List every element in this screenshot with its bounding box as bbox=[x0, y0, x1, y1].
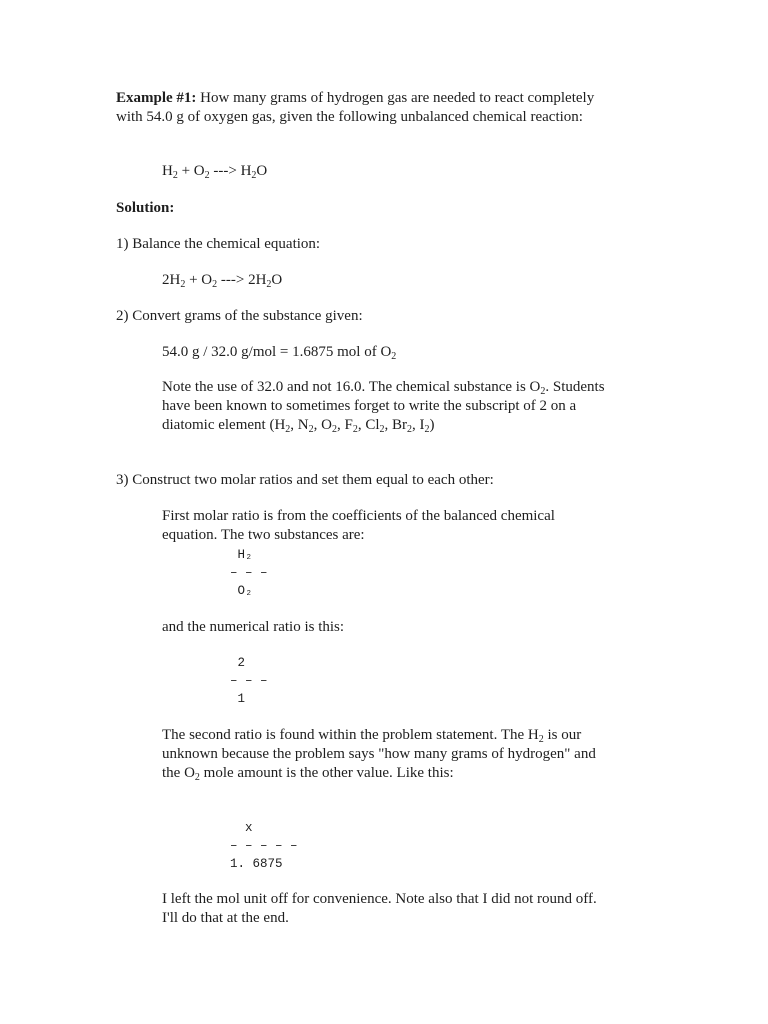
ratio-h2-o2 bbox=[230, 546, 310, 600]
ratio-bar: – – – bbox=[230, 674, 268, 688]
step-2-text: 2) Convert grams of the substance given: bbox=[116, 308, 363, 324]
ratio-bar: – – – bbox=[230, 566, 268, 580]
ratio-top: x bbox=[230, 821, 253, 835]
step-1-text: 1) Balance the chemical equation: bbox=[116, 236, 321, 252]
ratio-bar: – – – – – bbox=[230, 839, 298, 853]
balanced-equation: $2H_2 + O_2$ ---> $2H_2O$ bbox=[162, 272, 283, 290]
conversion-calc: 54.0 g / 32.0 g/mol = 1.6875 mol of $O_2$ bbox=[162, 344, 397, 362]
numerical-ratio-text: and the numerical ratio is this: bbox=[162, 619, 345, 635]
ratio-x bbox=[230, 819, 310, 873]
subscript-note: Note the use of 32.0 and not 16.0. The chemical substance is $O_2$. Students have been known to sometimes forget to write the subscript of 2 on a diatomic element ($H_2$, $N_2$, $O_2$, $F_2$, $Cl_2$, $Br_2$, $I_2$) bbox=[162, 379, 605, 435]
unbalanced-equation: $H_2 + O_2$ ---> $H_2O$ bbox=[162, 163, 268, 181]
ratio-top: H₂ bbox=[230, 548, 253, 562]
first-ratio-text: First molar ratio is from the coefficients of the balanced chemical equation. The two substances are: bbox=[162, 508, 555, 543]
step-3-text: 3) Construct two molar ratios and set them equal to each other: bbox=[116, 472, 494, 488]
second-ratio-text: The second ratio is found within the problem statement. The $H_2$ is our unknown because the problem says "how many grams of hydrogen" and the $O_2$ mole amount is the other value. Like this: bbox=[162, 727, 596, 783]
ratio-bottom: 1 bbox=[230, 692, 246, 706]
ratio-bottom: O₂ bbox=[230, 584, 253, 598]
closing-note: I left the mol unit off for convenience. Note also that I did not round off. I'll do that at the end. bbox=[162, 891, 597, 926]
solution-heading: Solution: bbox=[116, 200, 175, 216]
ratio-2-1 bbox=[230, 654, 310, 708]
ratio-top: 2 bbox=[230, 656, 246, 670]
example-question bbox=[116, 89, 616, 127]
ratio-bottom: 1. 6875 bbox=[230, 857, 283, 871]
question-text: How many grams of hydrogen gas are needed to react completely with 54.0 g of oxygen gas, given the following unbalanced chemical reaction: bbox=[116, 90, 595, 125]
example-label: Example #1: bbox=[116, 90, 197, 106]
